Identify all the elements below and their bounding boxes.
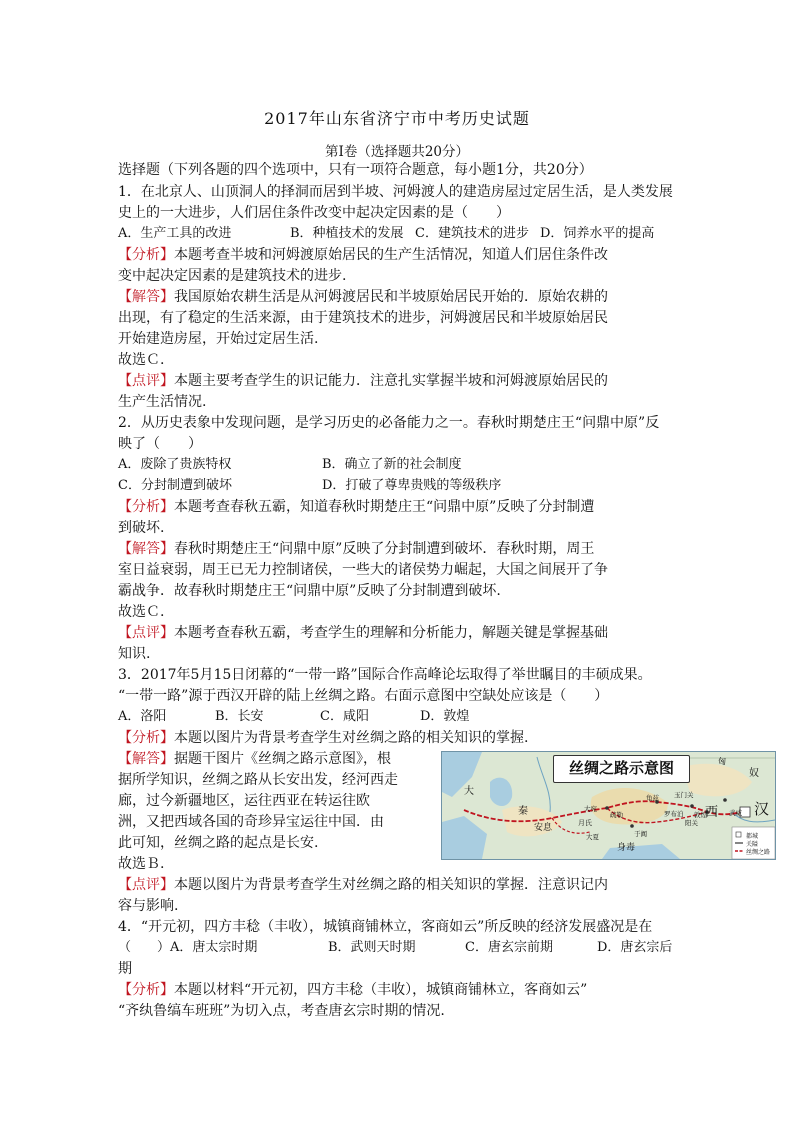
q4-option-d: D．唐玄宗后 [597, 940, 673, 955]
q1-option-c: C．建筑技术的进步 [415, 226, 529, 241]
map-label-dunhuang: 敦煌 [694, 811, 707, 819]
q1-analysis-line-2: 变中起决定因素的是建筑技术的进步. [118, 268, 347, 284]
q3-answer-line-2: 据所学知识，丝绸之路从长安出发，经河西走 [118, 772, 398, 788]
q3-answer-line-1 [118, 749, 391, 769]
q2-option-a: A．废除了贵族特权 [118, 457, 232, 472]
q3-option-d: D．敦煌 [420, 709, 470, 724]
map-label-han: 汉 [754, 800, 770, 818]
q4-option-b: B．武则天时期 [328, 940, 416, 955]
q2-option-b: B．确立了新的社会制度 [322, 457, 462, 472]
q2-comment-line-1 [118, 623, 608, 643]
q4-stem-line-3: 期 [118, 961, 132, 977]
map-label-luobupo: 罗布泊 [664, 810, 684, 818]
q1-comment-line-1 [118, 371, 608, 391]
map-label-qin: 秦 [518, 806, 528, 817]
q2-stem-line-2: 映了（ ） [118, 436, 202, 452]
instructions: 选择题（下列各题的四个选项中，只有一项符合题意，每小题1分，共20分） [118, 162, 593, 178]
map-legend-capital: 都城 [746, 833, 759, 840]
q2-analysis-text-1: 本题考查春秋五霸，知道春秋时期楚庄王“问鼎中原”反映了分封制遭 [174, 499, 595, 515]
map-label-anxi: 安息 [534, 823, 553, 833]
q4-analysis-line-2: “齐纨鲁缟车班班”为切入点，考查唐玄宗时期的情况. [118, 1003, 445, 1019]
q1-answer-text-1: 我国原始农耕生活是从河姆渡居民和半坡原始居民开始的．原始农耕的 [174, 289, 608, 305]
map-label-wuwei: 武威 [729, 809, 742, 817]
q2-analysis-line-1 [118, 497, 594, 517]
q3-answer-line-5: 此可知，丝绸之路的起点是长安. [118, 835, 319, 851]
answer-tag: 【解答】 [118, 541, 174, 557]
q3-answer-line-4: 洲，又把西域各国的奇珍异宝运往中国．由 [118, 814, 384, 830]
map-label-shule: 疏勒 [610, 811, 623, 819]
map-label-juandu: 身毒 [617, 843, 636, 853]
q4-analysis-text-1: 本题以材料“开元初，四方丰稔（丰收），城镇商铺林立，客商如云” [174, 982, 588, 998]
q3-option-a: A．洛阳 [118, 709, 167, 724]
q2-answer-line-3: 霸战争．故春秋时期楚庄王“问鼎中原”反映了分封制遭到破坏. [118, 583, 501, 599]
answer-tag: 【解答】 [118, 751, 174, 767]
map-title: 丝绸之路示意图 [568, 759, 674, 777]
q1-option-d: D．饲养水平的提高 [540, 226, 655, 241]
q2-analysis-line-2: 到破坏. [118, 520, 165, 536]
q3-answer-line-3: 廊，过今新疆地区，运往西亚在转运往欧 [118, 793, 370, 809]
analysis-tag: 【分析】 [118, 982, 174, 998]
q2-option-d: D．打破了尊卑贵贱的等级秩序 [322, 478, 502, 493]
q3-answer-text-1: 据题干图片《丝绸之路示意图》，根 [174, 751, 391, 767]
q1-answer-line-3: 开始建造房屋，开始过定居生活. [118, 331, 319, 347]
q3-comment-line-2: 容与影响. [118, 898, 179, 914]
q3-choice: 故选Ｂ. [118, 856, 165, 872]
map-label-yumenguan: 玉门关 [674, 791, 694, 799]
analysis-tag: 【分析】 [118, 499, 174, 515]
section-title: 第Ⅰ卷（选择题共20分） [324, 144, 469, 160]
map-label-xiong: 匈 [718, 757, 726, 766]
q1-stem-line-1: 1．在北京人、山顶洞人的择洞而居到半坡、河姆渡人的建造房屋过定居生活，是人类发展 [118, 184, 673, 200]
q2-stem-line-1: 2．从历史表象中发现问题，是学习历史的必备能力之一。春秋时期楚庄王“问鼎中原”反 [118, 415, 660, 431]
q3-stem-line-2: “一带一路”源于西汉开辟的陆上丝绸之路。右面示意图中空缺处应该是（ ） [118, 688, 609, 704]
q1-answer-line-2: 出现，有了稳定的生活来源，由于建筑技术的进步，河姆渡居民和半坡原始居民 [118, 310, 608, 326]
map-label-da: 大 [464, 786, 474, 797]
q3-option-c: C．咸阳 [320, 709, 369, 724]
q4-stem-line-2-option-a: （ ）A．唐太宗时期 [118, 940, 258, 955]
map-label-xi: 西 [705, 805, 719, 820]
analysis-tag: 【分析】 [118, 247, 174, 263]
map-legend-pass: 关隘 [746, 841, 759, 848]
q1-option-a: A．生产工具的改进 [118, 226, 232, 241]
map-label-yutian: 于阗 [634, 830, 647, 838]
silk-road-map [441, 751, 776, 860]
comment-tag: 【点评】 [118, 373, 174, 389]
q1-stem-line-2: 史上的一大进步，人们居住条件改变中起决定因素的是（ ） [118, 205, 510, 221]
q1-choice: 故选Ｃ. [118, 352, 165, 368]
q3-comment-text-1: 本题以图片为背景考查学生对丝绸之路的相关知识的掌握．注意识记内 [174, 877, 608, 893]
analysis-tag: 【分析】 [118, 730, 174, 746]
q3-comment-line-1 [118, 875, 608, 895]
map-label-dayuan: 大宛 [584, 805, 597, 813]
map-label-yuanzhi: 月氏 [578, 819, 592, 827]
q1-comment-line-2: 生产生活情况. [118, 394, 207, 410]
map-label-daxia: 大夏 [586, 833, 599, 841]
q1-answer-line-1 [118, 287, 608, 307]
answer-tag: 【解答】 [118, 289, 174, 305]
q1-comment-text-1: 本题主要考查学生的识记能力．注意扎实掌握半坡和河姆渡原始居民的 [174, 373, 608, 389]
map-label-qiuci: 龟兹 [646, 794, 659, 802]
q4-analysis-line-1 [118, 980, 587, 1000]
q4-option-c: C．唐玄宗前期 [465, 940, 553, 955]
q1-analysis-line-1 [118, 245, 608, 265]
q2-choice: 故选Ｃ. [118, 604, 165, 620]
q3-analysis-line-1 [118, 728, 528, 748]
q2-answer-text-1: 春秋时期楚庄王“问鼎中原”反映了分封制遭到破坏．春秋时期，周王 [174, 541, 595, 557]
q2-answer-line-2: 室日益衰弱，周王已无力控制诸侯，一些大的诸侯势力崛起，大国之间展开了争 [118, 562, 608, 578]
map-legend-route: 丝绸之路 [746, 849, 771, 856]
q1-option-b: B．种植技术的发展 [290, 226, 404, 241]
q3-option-b: B．长安 [215, 709, 264, 724]
document-title: 2017年山东省济宁市中考历史试题 [264, 109, 530, 128]
q3-analysis-text-1: 本题以图片为背景考查学生对丝绸之路的相关知识的掌握. [174, 730, 529, 746]
q2-comment-text-1: 本题考查春秋五霸，考查学生的理解和分析能力，解题关键是掌握基础 [174, 625, 608, 641]
q1-analysis-text-1: 本题考查半坡和河姆渡原始居民的生产生活情况，知道人们居住条件改 [174, 247, 608, 263]
q2-answer-line-1 [118, 539, 594, 559]
comment-tag: 【点评】 [118, 877, 174, 893]
q3-stem-line-1: 3．2017年5月15日闭幕的“一带一路”国际合作高峰论坛取得了举世瞩目的丰硕成果。 [118, 667, 652, 683]
map-label-yangguan: 阳关 [685, 819, 698, 827]
q2-comment-line-2: 知识. [118, 646, 151, 662]
comment-tag: 【点评】 [118, 625, 174, 641]
q2-option-c: C．分封制遭到破坏 [118, 478, 232, 493]
map-label-nu: 奴 [749, 768, 759, 779]
q4-stem-line-1: 4．“开元初，四方丰稔（丰收），城镇商铺林立，客商如云”所反映的经济发展盛况是在 [118, 919, 653, 935]
